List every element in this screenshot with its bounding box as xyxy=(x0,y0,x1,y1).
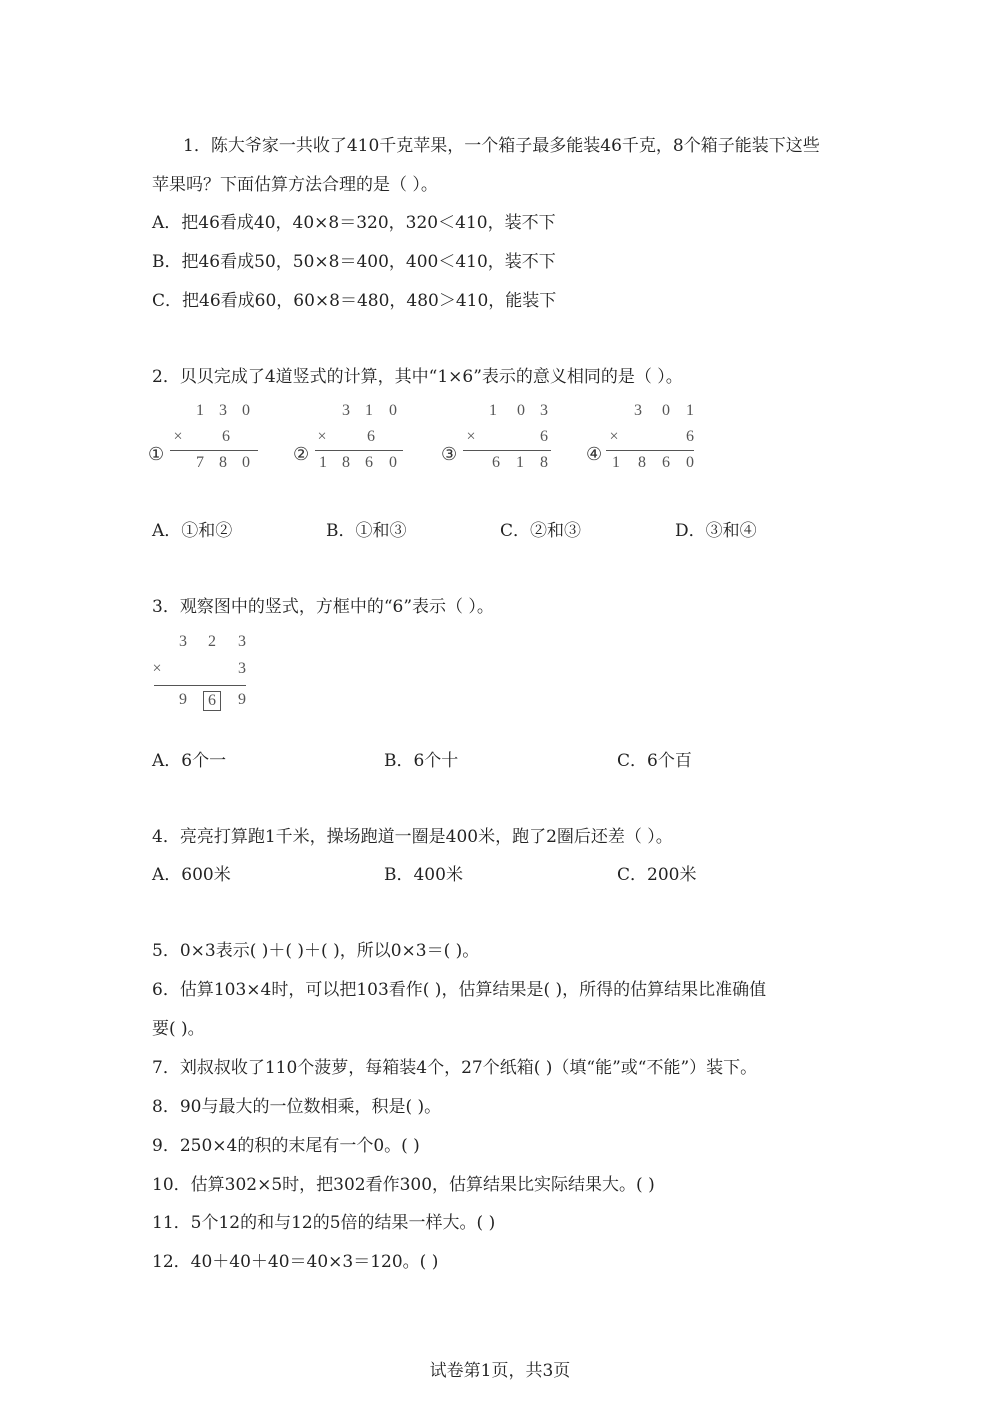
q10-text: 10．估算302×5时，把302看作300，估算结果比实际结果大。( ) xyxy=(152,1175,655,1195)
vertical-calc-3 xyxy=(441,400,556,480)
calc-digit: 1 xyxy=(319,454,327,471)
calc-rule xyxy=(154,685,246,686)
calc-digit: 0 xyxy=(517,402,525,419)
q8-text: 8．90与最大的一位数相乘，积是( )。 xyxy=(152,1097,442,1117)
calc-digit: 8 xyxy=(219,454,227,471)
q1-option-a[interactable]: A．把46看成40，40×8＝320，320＜410，装不下 xyxy=(152,213,556,233)
calc-digit: 1 xyxy=(196,402,204,419)
calc-digit: 2 xyxy=(208,633,216,650)
calc-digit: 1 xyxy=(516,454,524,471)
q1-option-b[interactable]: B．把46看成50，50×8＝400，400＜410，装不下 xyxy=(152,252,556,272)
calc-label: ④ xyxy=(586,444,603,464)
calc-digit: 8 xyxy=(540,454,548,471)
q2-stem: 2．贝贝完成了4道竖式的计算，其中“1×6”表示的意义相同的是（ ）。 xyxy=(152,367,683,387)
calc-digit: 1 xyxy=(489,402,497,419)
calc-rule xyxy=(170,450,258,451)
calc-digit: 0 xyxy=(389,402,397,419)
calc-digit: 3 xyxy=(238,633,246,650)
calc-digit: 0 xyxy=(242,454,250,471)
q9-text: 9．250×4的积的末尾有一个0。( ) xyxy=(152,1136,420,1156)
q2-option-a[interactable]: A．①和② xyxy=(152,521,233,541)
q1-option-c[interactable]: C．把46看成60，60×8＝480，480＞410，能装下 xyxy=(152,291,557,311)
q2-option-d[interactable]: D．③和④ xyxy=(675,521,757,541)
calc-digit: 9 xyxy=(179,691,187,708)
q3-stem: 3．观察图中的竖式，方框中的“6”表示（ ）。 xyxy=(152,597,494,617)
calc-digit: 8 xyxy=(342,454,350,471)
q11-text: 11．5个12的和与12的5倍的结果一样大。( ) xyxy=(152,1213,496,1233)
calc-label: ② xyxy=(293,444,310,464)
q3-option-a[interactable]: A．6个一 xyxy=(152,751,227,771)
calc-rule xyxy=(315,450,403,451)
q5-text: 5．0×3表示( )＋( )＋( )，所以0×3＝( )。 xyxy=(152,941,480,961)
q4-stem: 4．亮亮打算跑1千米，操场跑道一圈是400米，跑了2圈后还差（ ）。 xyxy=(152,827,673,847)
q2-option-b[interactable]: B．①和③ xyxy=(326,521,407,541)
q6-text-line2: 要( )。 xyxy=(152,1019,205,1039)
calc-digit: 6 xyxy=(662,454,670,471)
times-sign: × xyxy=(173,428,183,445)
calc-digit: 0 xyxy=(242,402,250,419)
q2-option-c[interactable]: C．②和③ xyxy=(500,521,582,541)
q1-stem-line2: 苹果吗？下面估算方法合理的是（ ）。 xyxy=(152,175,438,195)
q3-option-c[interactable]: C．6个百 xyxy=(617,751,692,771)
calc-digit: 0 xyxy=(686,454,694,471)
calc-digit: 0 xyxy=(662,402,670,419)
vertical-calc-4 xyxy=(586,400,701,480)
calc-rule xyxy=(463,450,551,451)
times-sign: × xyxy=(317,428,327,445)
calc-digit: 3 xyxy=(179,633,187,650)
vertical-calc-q3 xyxy=(150,630,260,720)
vertical-calc-2 xyxy=(293,400,408,480)
calc-digit: 0 xyxy=(389,454,397,471)
calc-digit: 1 xyxy=(365,402,373,419)
calc-digit: 6 xyxy=(222,428,230,445)
q4-option-a[interactable]: A．600米 xyxy=(152,865,231,885)
q12-text: 12．40＋40＋40＝40×3＝120。( ) xyxy=(152,1252,439,1272)
calc-digit: 6 xyxy=(686,428,694,445)
calc-digit: 6 xyxy=(367,428,375,445)
q1-stem-line1: 1．陈大爷家一共收了410千克苹果，一个箱子最多能装46千克，8个箱子能装下这些 xyxy=(183,136,820,156)
calc-digit: 3 xyxy=(342,402,350,419)
q4-option-c[interactable]: C．200米 xyxy=(617,865,697,885)
calc-digit: 3 xyxy=(634,402,642,419)
calc-digit: 3 xyxy=(238,660,246,677)
q7-text: 7．刘叔叔收了110个菠萝，每箱装4个，27个纸箱( )（填“能”或“不能”）装下。 xyxy=(152,1058,758,1078)
calc-rule xyxy=(606,450,694,451)
q3-option-b[interactable]: B．6个十 xyxy=(384,751,459,771)
calc-digit: 9 xyxy=(238,691,246,708)
times-sign: × xyxy=(466,428,476,445)
times-sign: × xyxy=(609,428,619,445)
boxed-digit: 6 xyxy=(203,691,221,711)
calc-digit: 3 xyxy=(540,402,548,419)
vertical-calc-1 xyxy=(148,400,263,480)
calc-label: ③ xyxy=(441,444,458,464)
calc-digit: 8 xyxy=(638,454,646,471)
q6-text-line1: 6．估算103×4时，可以把103看作( )，估算结果是( )，所得的估算结果比准确值 xyxy=(152,980,767,1000)
calc-digit: 6 xyxy=(365,454,373,471)
calc-digit: 6 xyxy=(492,454,500,471)
calc-digit: 1 xyxy=(686,402,694,419)
calc-digit: 7 xyxy=(196,454,204,471)
q4-option-b[interactable]: B．400米 xyxy=(384,865,463,885)
calc-digit: 6 xyxy=(540,428,548,445)
calc-digit: 3 xyxy=(219,402,227,419)
calc-digit: 1 xyxy=(612,454,620,471)
page-footer: 试卷第1页，共3页 xyxy=(429,1361,571,1381)
calc-label: ① xyxy=(148,444,165,464)
times-sign: × xyxy=(152,660,162,677)
